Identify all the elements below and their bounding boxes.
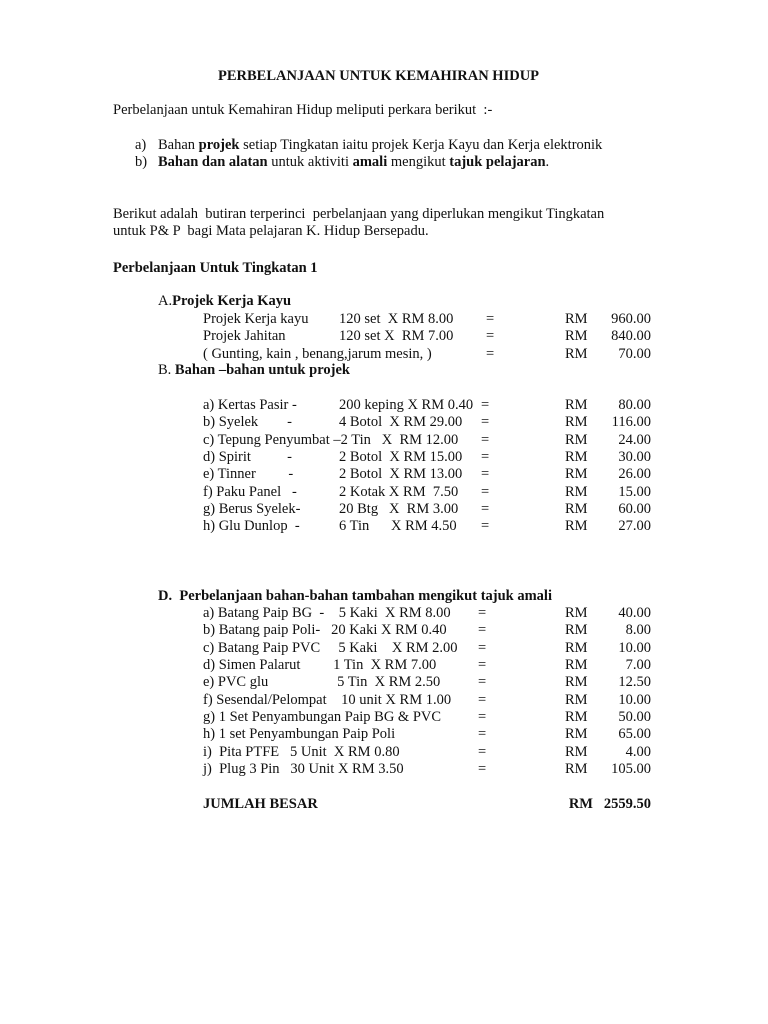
equals-sign: = [481,397,490,413]
item-name: d) Spirit - [203,448,293,465]
item-quantity: 6 Tin X RM 4.50 [339,518,457,535]
item-name: Projek Jahitan [203,328,286,345]
item-amount: 10.00 [618,639,651,656]
currency-label: RM [565,448,588,465]
list-item-text: mengikut [387,154,450,170]
item-amount: 840.00 [611,328,651,345]
equals-sign: = [486,328,495,345]
item-amount: 12.50 [618,674,651,691]
equals-sign: = [478,622,487,639]
item-name: Projek Kerja kayu [203,311,309,327]
item-quantity: 4 Botol X RM 29.00 [339,414,463,431]
item-amount: 7.00 [625,656,651,673]
item-amount: 116.00 [611,414,651,431]
item-name: b) Syelek - [203,414,292,431]
item-amount: 60.00 [618,500,651,517]
equals-sign: = [478,708,487,725]
item-name: g) Berus Syelek- [203,500,301,517]
equals-sign: = [478,691,487,708]
list-item-text: amali [352,154,388,170]
equals-sign: = [481,466,490,483]
equals-sign: = [481,518,490,535]
item-quantity: 120 set X RM 7.00 [339,328,454,345]
item-quantity: 2 Botol X RM 15.00 [339,448,463,465]
description-line-1: Berikut adalah butiran terperinci perbelanjaan yang diperlukan mengikut Tingkatan [113,206,605,222]
equals-sign: = [478,639,487,656]
section-d-heading: D. Perbelanjaan bahan-bahan tambahan mengikut tajuk amali [158,588,552,604]
section-a-prefix: A. [158,293,173,309]
equals-sign: = [478,743,487,760]
item-amount: 15.00 [618,483,651,500]
item-amount: 8.00 [625,622,651,639]
item-amount: 10.00 [618,691,651,708]
currency-label: RM [565,605,588,621]
currency-label: RM [565,726,588,743]
currency-label: RM [565,483,588,500]
item-quantity: 120 set X RM 8.00 [339,311,454,327]
currency-label: RM [565,397,588,413]
item-amount: 105.00 [611,760,651,777]
item-amount: 80.00 [618,397,651,413]
currency-label: RM [565,518,588,535]
item-quantity: 20 Btg X RM 3.00 [339,500,459,517]
section-b-heading [158,362,350,379]
equals-sign: = [481,414,490,431]
item-name: b) Batang paip Poli- 20 Kaki X RM 0.40 [203,622,447,639]
item-amount: 24.00 [618,431,651,448]
list-item-text: Bahan dan alatan [158,154,268,170]
item-name: e) PVC glu 5 Tin X RM 2.50 [203,674,441,691]
intro-text: Perbelanjaan untuk Kemahiran Hidup meliputi perkara berikut :- [113,102,493,118]
item-name: j) Plug 3 Pin 30 Unit X RM 3.50 [203,760,404,777]
equals-sign: = [481,483,490,500]
equals-sign: = [486,345,495,362]
currency-label: RM [565,328,588,345]
currency-label: RM [565,345,588,362]
item-amount: 26.00 [618,466,651,483]
equals-sign: = [478,656,487,673]
currency-label: RM [565,431,588,448]
currency-label: RM [565,656,588,673]
currency-label: RM [565,691,588,708]
currency-label: RM [565,708,588,725]
item-quantity: 200 keping X RM 0.40 [339,397,474,413]
section-b-label: Bahan –bahan untuk projek [174,362,350,378]
currency-label: RM [565,674,588,691]
item-name: f) Paku Panel - [203,483,297,500]
list-marker: a) [135,137,147,153]
item-amount: 30.00 [618,448,651,465]
item-name: ( Gunting, kain , benang,jarum mesin, ) [203,345,432,362]
list-item-text: projek [198,137,240,153]
list-item-text: tajuk pelajaran [449,154,546,170]
list-marker: b) [135,154,148,170]
equals-sign: = [481,500,490,517]
form1-heading: Perbelanjaan Untuk Tingkatan 1 [113,260,318,276]
grand-total-value: RM 2559.50 [568,796,651,812]
item-name: h) Glu Dunlop - [203,518,300,535]
item-name: i) Pita PTFE 5 Unit X RM 0.80 [203,743,400,760]
item-name: g) 1 Set Penyambungan Paip BG & PVC [203,708,442,725]
page-title: PERBELANJAAN UNTUK KEMAHIRAN HIDUP [218,68,540,84]
currency-label: RM [565,743,588,760]
item-amount: 65.00 [618,726,651,743]
section-a-heading [158,293,291,310]
currency-label: RM [565,414,588,431]
section-a-label: Projek Kerja Kayu [172,293,292,309]
item-quantity: 2 Botol X RM 13.00 [339,466,463,483]
item-name: c) Batang Paip PVC 5 Kaki X RM 2.00 [203,639,458,656]
list-item-text: untuk aktiviti [267,154,353,170]
equals-sign: = [481,431,490,448]
currency-label: RM [565,622,588,639]
item-name: a) Kertas Pasir - [203,397,297,413]
item-amount: 40.00 [618,605,651,621]
list-item-text: setiap Tingkatan iaitu projek Kerja Kayu dan Kerja elektronik [239,137,603,153]
list-item [158,154,549,171]
equals-sign: = [478,674,487,691]
item-name: f) Sesendal/Pelompat 10 unit X RM 1.00 [203,691,452,708]
item-name: a) Batang Paip BG - 5 Kaki X RM 8.00 [203,605,451,621]
item-name: c) Tepung Penyumbat –2 Tin X RM 12.00 [203,431,459,448]
section-b-prefix: B. [158,362,172,378]
list-item-text: Bahan [158,137,199,153]
equals-sign: = [478,605,487,621]
grand-total-label: JUMLAH BESAR [203,796,318,812]
list-item-text: . [545,154,550,170]
item-name: h) 1 set Penyambungan Paip Poli [203,726,396,743]
item-name: d) Simen Palarut 1 Tin X RM 7.00 [203,656,437,673]
equals-sign: = [481,448,490,465]
equals-sign: = [478,726,487,743]
item-amount: 27.00 [618,518,651,535]
equals-sign: = [478,760,487,777]
currency-label: RM [565,311,588,327]
item-amount: 960.00 [611,311,651,327]
currency-label: RM [565,760,588,777]
item-amount: 4.00 [625,743,651,760]
item-name: e) Tinner - [203,466,294,483]
item-amount: 50.00 [618,708,651,725]
description-line-2: untuk P& P bagi Mata pelajaran K. Hidup Bersepadu. [113,223,429,239]
item-amount: 70.00 [618,345,651,362]
currency-label: RM [565,500,588,517]
currency-label: RM [565,466,588,483]
item-quantity: 2 Kotak X RM 7.50 [339,483,459,500]
currency-label: RM [565,639,588,656]
equals-sign: = [486,311,495,327]
list-item [158,137,602,154]
